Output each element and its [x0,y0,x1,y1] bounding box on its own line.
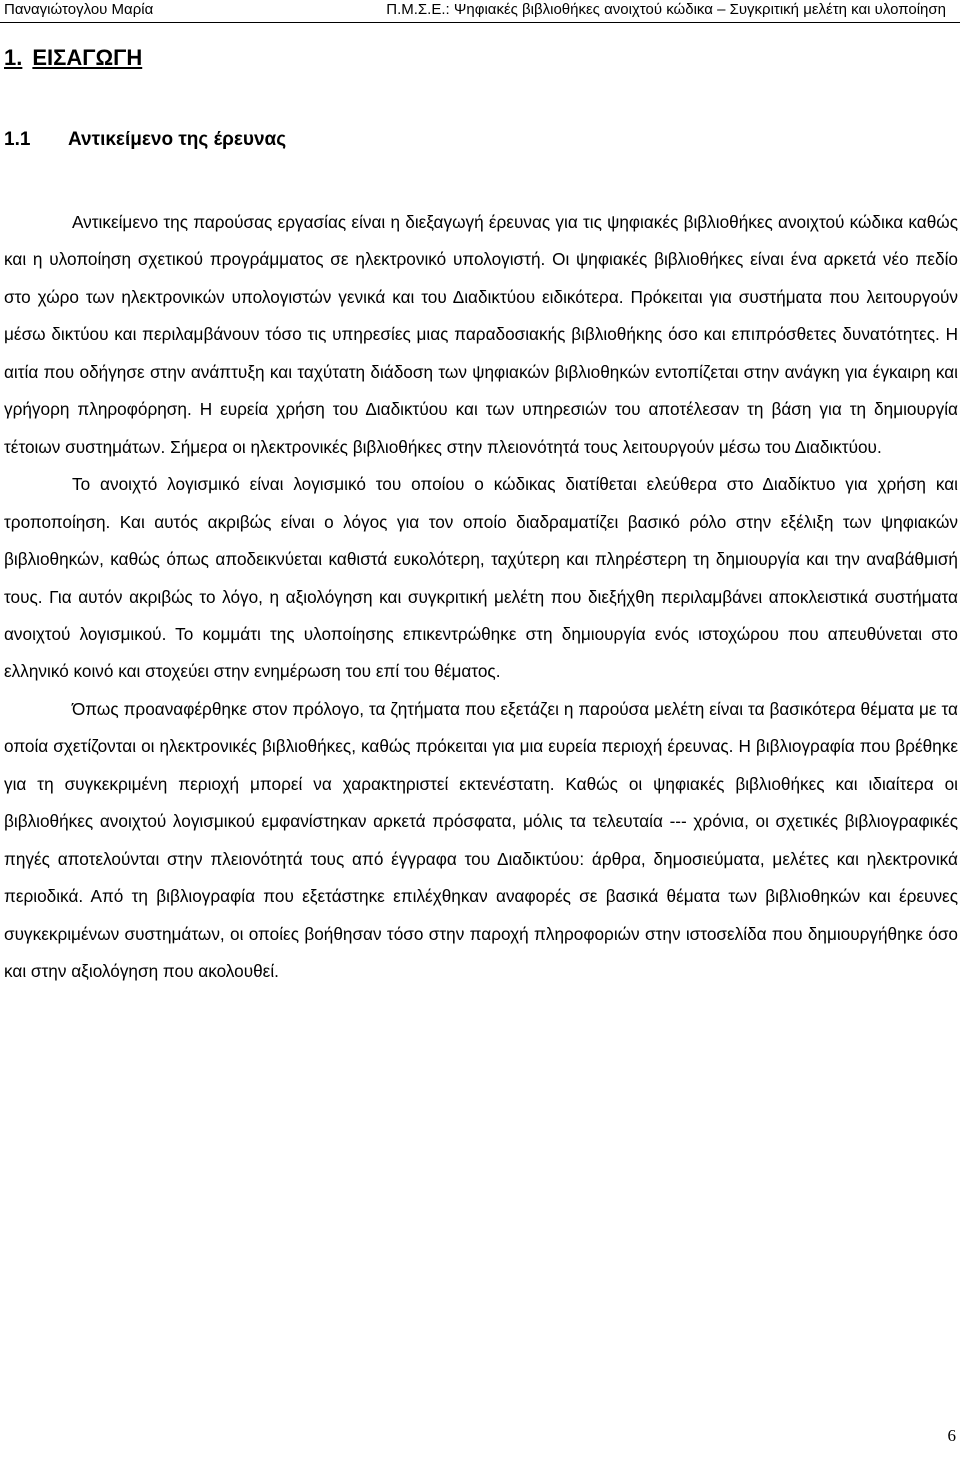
header-thesis-title: Π.Μ.Σ.Ε.: Ψηφιακές βιβλιοθήκες ανοιχτού κώδικα – Συγκριτική μελέτη και υλοποίηση [386,1,946,18]
body-text [4,204,958,991]
section-title: Αντικείμενο της έρευνας [68,129,287,150]
page-number: 6 [947,1426,956,1445]
chapter-heading [4,40,142,76]
paragraph: Το ανοιχτό λογισμικό είναι λογισμικό του οποίου ο κώδικας διατίθεται ελεύθερα στο Διαδίκτυο για χρήση και τροποποίηση. Και αυτός ακριβώς είναι ο λόγος για τον οποίο διαδραματίζει βασικό ρόλο στην εξέλιξη των ψηφιακών βιβλιοθηκών, καθώς όπως αποδεικνύεται καθιστά ευκολότερη, ταχύτερη και πληρέστερη τη δημιουργία και την αναβάθμισή τους. Για αυτόν ακριβώς το λόγο, η αξιολόγηση και συγκριτική μελέτη που διεξήχθη περιλαμβάνει αποκλειστικά συστήματα ανοιχτού λογισμικού. Το κομμάτι της υλοποίησης επικεντρώθηκε στη δημιουργία ενός ιστοχώρου που απευθύνεται στο ελληνικό κοινό και στοχεύει στην ενημέρωση του επί του θέματος. [4,474,958,682]
header-author: Παναγιώτογλου Μαρία [4,1,154,18]
section-heading [4,124,286,156]
paragraph: Αντικείμενο της παρούσας εργασίας είναι η διεξαγωγή έρευνας για τις ψηφιακές βιβλιοθήκες ανοιχτού κώδικα καθώς και η υλοποίηση σχετικού προγράμματος σε ηλεκτρονικό υπολογιστή. Οι ψηφιακές βιβλιοθήκες είναι ένα αρκετά νέο πεδίο στο χώρο των ηλεκτρονικών υπολογιστών γενικά και του Διαδικτύου ειδικότερα. Πρόκειται για συστήματα που λειτουργούν μέσω δικτύου και περιλαμβάνουν τόσο τις υπηρεσίες μιας παραδοσιακής βιβλιοθήκης όσο και επιπρόσθετες δυνατότητες. Η αιτία που οδήγησε στην ανάπτυξη και ταχύτατη διάδοση των ψηφιακών βιβλιοθηκών εντοπίζεται στην ανάγκη για έγκαιρη και γρήγορη πληροφόρηση. Η ευρεία χρήση του Διαδικτύου και των υπηρεσιών του αποτέλεσαν τη βάση για τη δημιουργία τέτοιων συστημάτων. Σήμερα οι ηλεκτρονικές βιβλιοθήκες στην πλειονότητά τους λειτουργούν μέσω του Διαδικτύου. [4,212,958,457]
section-number: 1.1 [4,129,31,150]
chapter-number: 1. [4,45,23,70]
chapter-title: ΕΙΣΑΓΩΓΗ [32,45,143,70]
running-header [0,0,960,23]
paragraph: Όπως προαναφέρθηκε στον πρόλογο, τα ζητήματα που εξετάζει η παρούσα μελέτη είναι τα βασικότερα θέματα με τα οποία σχετίζονται οι ηλεκτρονικές βιβλιοθήκες, καθώς πρόκειται για μια ευρεία περιοχή έρευνας. Η βιβλιογραφία που βρέθηκε για τη συγκεκριμένη περιοχή μπορεί να χαρακτηριστεί εκτενέστατη. Καθώς οι ψηφιακές βιβλιοθήκες και ιδιαίτερα οι βιβλιοθήκες ανοιχτού λογισμικού εμφανίστηκαν αρκετά πρόσφατα, μόλις τα τελευταία --- χρόνια, οι σχετικές βιβλιογραφικές πηγές αποτελούνται στην πλειονότητά τους από έγγραφα του Διαδικτύου: άρθρα, δημοσιεύματα, μελέτες και ηλεκτρονικά περιοδικά. Από τη βιβλιογραφία που εξετάστηκε επιλέχθηκαν αναφορές σε βασικά θέματα των βιβλιοθηκών και έρευνες συγκεκριμένων συστημάτων, οι οποίες βοήθησαν τόσο στην παροχή πληροφοριών στην ιστοσελίδα που δημιουργήθηκε όσο και στην αξιολόγηση που ακολουθεί. [4,698,958,982]
